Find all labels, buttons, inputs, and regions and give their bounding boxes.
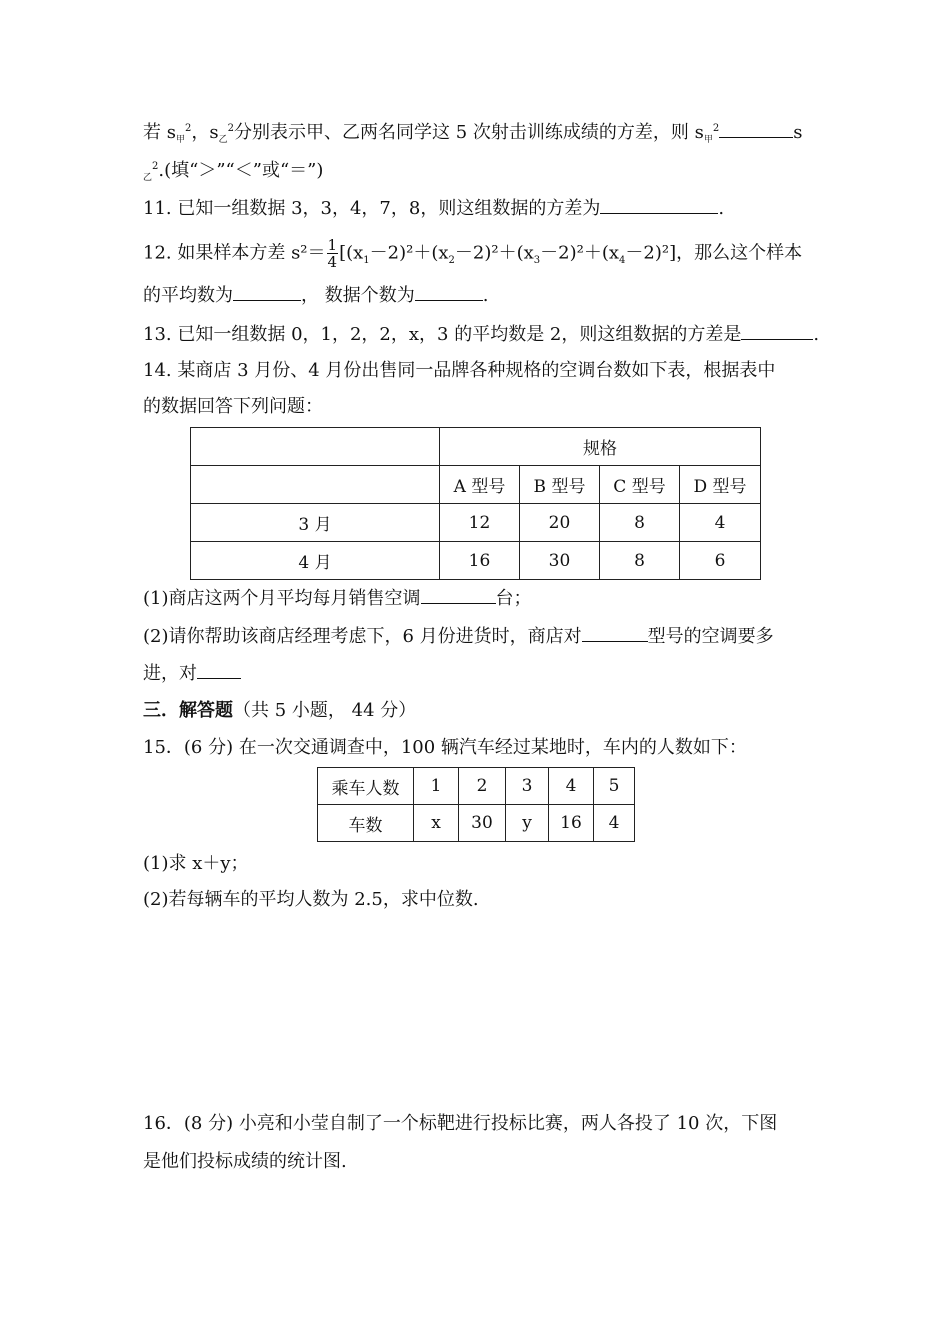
answer-blank[interactable]: [719, 121, 793, 138]
question-11: 11. 已知一组数据 3，3，4，7，8，则这组数据的方差为 .: [143, 198, 725, 219]
answer-blank[interactable]: [197, 662, 241, 679]
q10-line1: 若 $s_甲^2$，$s_乙^2$分别表示甲、乙两名同学这 5 次射击训练成绩的方差，则 $s_甲^2$ s: [143, 122, 803, 145]
model-header: D 型号: [680, 466, 761, 504]
table-row: 3 月 12 20 8 4: [191, 504, 761, 542]
question-14-part1: (1)商店这两个月平均每月销售空调 台；: [143, 588, 532, 609]
model-header: B 型号: [520, 466, 600, 504]
model-header: C 型号: [600, 466, 680, 504]
model-header: A 型号: [440, 466, 520, 504]
question-13: 13. 已知一组数据 0，1，2，2，x，3 的平均数是 2，则这组数据的方差是 .: [143, 324, 820, 345]
fraction: $\frac{1}{4}$: [327, 236, 338, 271]
question-14-line1: 14. 某商店 3 月份、4 月份出售同一品牌各种规格的空调台数如下表，根据表中: [143, 360, 776, 381]
aircon-sales-table: [190, 427, 761, 580]
answer-blank[interactable]: [233, 284, 301, 301]
answer-blank[interactable]: [421, 587, 496, 604]
subscript-yi: 乙: [218, 135, 228, 145]
question-16-line1: 16．(8 分) 小亮和小莹自制了一个标靶进行投标比赛，两人各投了 10 次，下图: [143, 1113, 778, 1134]
table-row: 4 月 16 30 8 6: [191, 542, 761, 580]
spec-header: 规格: [440, 428, 761, 466]
question-15: 15．(6 分) 在一次交通调查中，100 辆汽车经过某地时，车内的人数如下：: [143, 737, 747, 758]
table-row: 乘车人数 1 2 3 4 5: [318, 768, 635, 805]
question-15-part1: (1)求 x＋y；: [143, 853, 249, 874]
subscript-jia: 甲: [175, 135, 185, 145]
passenger-table: [317, 767, 635, 842]
question-12-line2: 的平均数为 ， 数据个数为 .: [143, 285, 489, 306]
question-15-part2: (2)若每辆车的平均人数为 2.5，求中位数.: [143, 889, 479, 910]
question-12-line1: 12. 如果样本方差 s²＝ $\frac{1}{4}$ $[(x_1-2)^2+(x_2-2)^2+(x_3-2)^2+(x_4-2)^2]$，那么这个样本: [143, 236, 803, 271]
answer-blank[interactable]: [582, 625, 648, 642]
question-16-line2: 是他们投标成绩的统计图.: [143, 1151, 347, 1172]
answer-blank[interactable]: [741, 323, 813, 340]
q10-line2: $_乙^2$.(填“＞”“＜”或“＝”): [143, 160, 324, 183]
question-14-line2: 的数据回答下列问题：: [143, 396, 323, 417]
question-14-part2-line2: 进，对: [143, 662, 241, 686]
question-14-part2-line1: (2)请你帮助该商店经理考虑下，6 月份进货时，商店对 型号的空调要多: [143, 626, 774, 647]
table-row: 车数 x 30 y 16 4: [318, 805, 635, 842]
answer-blank[interactable]: [415, 284, 483, 301]
answer-blank[interactable]: [600, 197, 718, 214]
section-heading: 三．解答题（共 5 小题， 44 分）: [143, 700, 417, 721]
